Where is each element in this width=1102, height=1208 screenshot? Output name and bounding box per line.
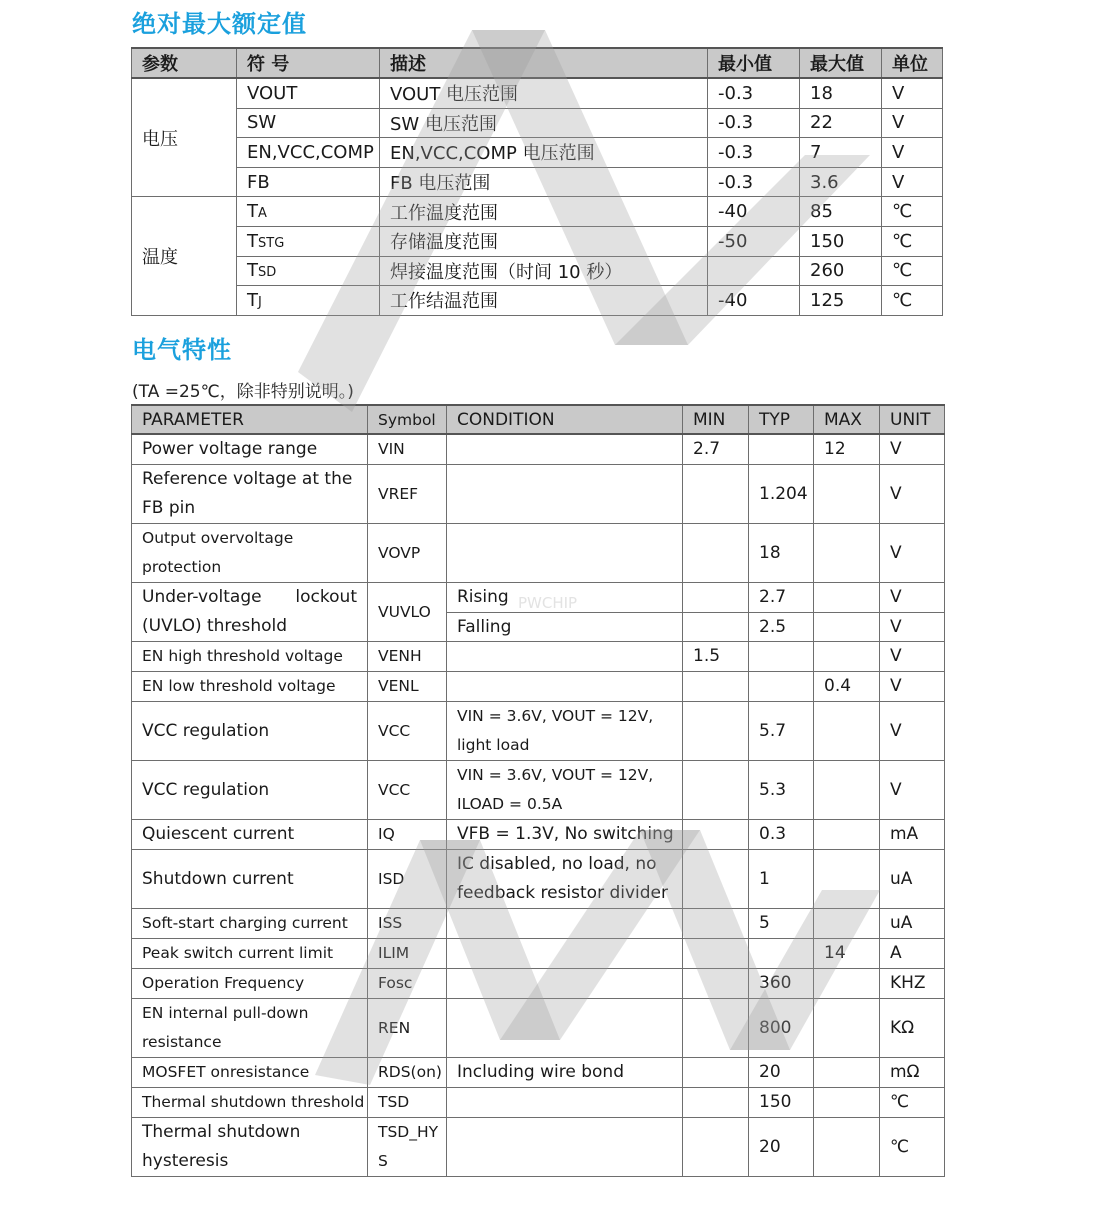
desc-cell: FB 电压范围: [380, 167, 708, 197]
min-cell: -0.3: [708, 138, 800, 168]
unit-cell: uA: [880, 908, 945, 938]
symbol-cell: TA: [237, 197, 380, 227]
table-row: [132, 523, 945, 582]
max-cell: 22: [800, 108, 882, 138]
min-cell: [683, 849, 749, 908]
unit-cell: ℃: [882, 226, 943, 256]
symbol-cell: VENL: [368, 671, 447, 701]
unit-cell: V: [880, 582, 945, 612]
min-cell: [708, 256, 800, 286]
min-cell: 2.7: [683, 434, 749, 464]
max-cell: [814, 1057, 880, 1087]
unit-cell: uA: [880, 849, 945, 908]
min-cell: [683, 671, 749, 701]
max-cell: [814, 819, 880, 849]
table-row: [132, 760, 945, 819]
unit-cell: V: [880, 523, 945, 582]
header-typ: TYP: [749, 405, 814, 434]
unit-cell: ℃: [882, 256, 943, 286]
min-cell: [683, 1117, 749, 1176]
min-cell: -0.3: [708, 78, 800, 108]
max-cell: [814, 760, 880, 819]
max-cell: [814, 582, 880, 612]
min-cell: [683, 1087, 749, 1117]
table-row: [132, 138, 943, 168]
header-max: 最大值: [800, 48, 882, 78]
typ-cell: 20: [749, 1057, 814, 1087]
condition-cell: [447, 1087, 683, 1117]
max-cell: [814, 1087, 880, 1117]
unit-cell: V: [882, 78, 943, 108]
condition-cell: [447, 464, 683, 523]
table-row: [132, 1057, 945, 1087]
unit-cell: V: [880, 760, 945, 819]
typ-cell: 1: [749, 849, 814, 908]
max-cell: [814, 523, 880, 582]
param-cell: VCC regulation: [132, 701, 368, 760]
typ-cell: 2.7: [749, 582, 814, 612]
max-cell: 3.6: [800, 167, 882, 197]
min-cell: 1.5: [683, 641, 749, 671]
group-label: 温度: [132, 197, 237, 315]
param-cell: Operation Frequency: [132, 968, 368, 998]
max-cell: [814, 908, 880, 938]
min-cell: [683, 819, 749, 849]
table-row: [132, 968, 945, 998]
unit-cell: ℃: [880, 1117, 945, 1176]
header-unit: 单位: [882, 48, 943, 78]
unit-cell: V: [882, 167, 943, 197]
symbol-cell: TSD: [368, 1087, 447, 1117]
symbol-cell: FB: [237, 167, 380, 197]
header-desc: 描述: [380, 48, 708, 78]
unit-cell: mΩ: [880, 1057, 945, 1087]
header-condition: CONDITION: [447, 405, 683, 434]
group-label: 电压: [132, 78, 237, 197]
table-row: [132, 671, 945, 701]
min-cell: [683, 760, 749, 819]
unit-cell: V: [880, 671, 945, 701]
max-cell: [814, 849, 880, 908]
table-row: [132, 464, 945, 523]
symbol-cell: TSD_HYS: [368, 1117, 447, 1176]
min-cell: [683, 908, 749, 938]
min-cell: [683, 938, 749, 968]
table-row: [132, 1117, 945, 1176]
typ-cell: [749, 434, 814, 464]
desc-cell: 工作温度范围: [380, 197, 708, 227]
max-cell: 14: [814, 938, 880, 968]
condition-cell: [447, 434, 683, 464]
param-cell: Thermal shutdown threshold: [132, 1087, 368, 1117]
header-min: MIN: [683, 405, 749, 434]
table-row: [132, 78, 943, 108]
param-cell: Power voltage range: [132, 434, 368, 464]
typ-cell: 360: [749, 968, 814, 998]
table-row: [132, 701, 945, 760]
header-param: 参数: [132, 48, 237, 78]
table-row: [132, 1087, 945, 1117]
typ-cell: 2.5: [749, 612, 814, 641]
unit-cell: KΩ: [880, 998, 945, 1057]
min-cell: [683, 582, 749, 612]
unit-cell: ℃: [882, 286, 943, 316]
symbol-cell: ISD: [368, 849, 447, 908]
table-row: [132, 197, 943, 227]
symbol-cell: ILIM: [368, 938, 447, 968]
typ-cell: [749, 641, 814, 671]
table-row: [132, 819, 945, 849]
min-cell: [683, 701, 749, 760]
symbol-cell: VREF: [368, 464, 447, 523]
symbol-cell: VOVP: [368, 523, 447, 582]
typ-cell: [749, 938, 814, 968]
param-cell: EN internal pull-down resistance: [132, 998, 368, 1057]
typ-cell: [749, 671, 814, 701]
unit-cell: A: [880, 938, 945, 968]
header-symbol: 符 号: [237, 48, 380, 78]
param-cell: Quiescent current: [132, 819, 368, 849]
min-cell: [683, 1057, 749, 1087]
param-cell: EN low threshold voltage: [132, 671, 368, 701]
header-symbol: Symbol: [368, 405, 447, 434]
param-cell: Shutdown current: [132, 849, 368, 908]
symbol-cell: TSTG: [237, 226, 380, 256]
typ-cell: 5.7: [749, 701, 814, 760]
header-max: MAX: [814, 405, 880, 434]
param-cell: Peak switch current limit: [132, 938, 368, 968]
max-cell: 125: [800, 286, 882, 316]
max-cell: [814, 641, 880, 671]
condition-cell: VIN = 3.6V, VOUT = 12V, light load: [447, 701, 683, 760]
symbol-cell: Fosc: [368, 968, 447, 998]
table-row: [132, 641, 945, 671]
symbol-cell: IQ: [368, 819, 447, 849]
min-cell: -0.3: [708, 167, 800, 197]
symbol-cell: VCC: [368, 760, 447, 819]
condition-cell: [447, 998, 683, 1057]
header-unit: UNIT: [880, 405, 945, 434]
param-cell: EN high threshold voltage: [132, 641, 368, 671]
table-row: [132, 108, 943, 138]
symbol-cell: TSD: [237, 256, 380, 286]
max-cell: [814, 998, 880, 1057]
max-cell: 150: [800, 226, 882, 256]
watermark-text: PWCHIP: [518, 594, 578, 612]
min-cell: [683, 998, 749, 1057]
max-cell: 7: [800, 138, 882, 168]
desc-cell: EN,VCC,COMP 电压范围: [380, 138, 708, 168]
max-cell: [814, 612, 880, 641]
condition-cell: Including wire bond: [447, 1057, 683, 1087]
max-cell: 0.4: [814, 671, 880, 701]
unit-cell: V: [880, 612, 945, 641]
condition-cell: VIN = 3.6V, VOUT = 12V, ILOAD = 0.5A: [447, 760, 683, 819]
symbol-cell: VUVLO: [368, 582, 447, 641]
min-cell: -50: [708, 226, 800, 256]
table-row: [132, 256, 943, 286]
symbol-cell: ISS: [368, 908, 447, 938]
desc-cell: SW 电压范围: [380, 108, 708, 138]
typ-cell: 18: [749, 523, 814, 582]
table-header-row: [132, 405, 945, 434]
max-cell: [814, 464, 880, 523]
typ-cell: 5: [749, 908, 814, 938]
typ-cell: 150: [749, 1087, 814, 1117]
header-min: 最小值: [708, 48, 800, 78]
unit-cell: KHZ: [880, 968, 945, 998]
max-cell: [814, 701, 880, 760]
unit-cell: ℃: [880, 1087, 945, 1117]
min-cell: [683, 968, 749, 998]
condition-cell: [447, 523, 683, 582]
param-cell: Reference voltage at the FB pin: [132, 464, 368, 523]
condition-cell: [447, 908, 683, 938]
symbol-cell: VIN: [368, 434, 447, 464]
typ-cell: 800: [749, 998, 814, 1057]
absolute-max-table: [131, 47, 943, 316]
symbol-cell: EN,VCC,COMP: [237, 138, 380, 168]
condition-cell: [447, 671, 683, 701]
condition-cell: [447, 1117, 683, 1176]
header-param: PARAMETER: [132, 405, 368, 434]
symbol-cell: VENH: [368, 641, 447, 671]
unit-cell: V: [882, 108, 943, 138]
unit-cell: V: [880, 641, 945, 671]
typ-cell: 1.204: [749, 464, 814, 523]
symbol-cell: VOUT: [237, 78, 380, 108]
symbol-cell: TJ: [237, 286, 380, 316]
typ-cell: 20: [749, 1117, 814, 1176]
unit-cell: V: [882, 138, 943, 168]
param-cell: Under-voltage lockout (UVLO) threshold: [132, 582, 368, 641]
typ-cell: 5.3: [749, 760, 814, 819]
max-cell: 260: [800, 256, 882, 286]
unit-cell: V: [880, 464, 945, 523]
param-cell: VCC regulation: [132, 760, 368, 819]
symbol-cell: REN: [368, 998, 447, 1057]
param-cell: MOSFET onresistance: [132, 1057, 368, 1087]
table-row: [132, 849, 945, 908]
table-row: [132, 286, 943, 316]
condition-cell: [447, 641, 683, 671]
max-cell: 85: [800, 197, 882, 227]
max-cell: [814, 968, 880, 998]
unit-cell: V: [880, 434, 945, 464]
desc-cell: 存储温度范围: [380, 226, 708, 256]
condition-cell: Rising: [447, 582, 683, 612]
desc-cell: 工作结温范围: [380, 286, 708, 316]
unit-cell: mA: [880, 819, 945, 849]
condition-cell: IC disabled, no load, no feedback resistor divider: [447, 849, 683, 908]
section-title-electrical: 电气特性: [132, 336, 232, 364]
min-cell: -0.3: [708, 108, 800, 138]
unit-cell: V: [880, 701, 945, 760]
section-title-absolute-max: 绝对最大额定值: [132, 10, 307, 38]
symbol-cell: SW: [237, 108, 380, 138]
param-cell: Soft-start charging current: [132, 908, 368, 938]
table-row: [132, 167, 943, 197]
min-cell: [683, 612, 749, 641]
max-cell: 18: [800, 78, 882, 108]
condition-cell: [447, 938, 683, 968]
table-row: [132, 908, 945, 938]
table-header-row: [132, 48, 943, 78]
condition-cell: [447, 968, 683, 998]
min-cell: [683, 523, 749, 582]
table-row: [132, 938, 945, 968]
electrical-characteristics-table: [131, 404, 945, 1177]
desc-cell: VOUT 电压范围: [380, 78, 708, 108]
table-row: [132, 434, 945, 464]
table-row: [132, 226, 943, 256]
symbol-cell: VCC: [368, 701, 447, 760]
param-cell: Thermal shutdown hysteresis: [132, 1117, 368, 1176]
unit-cell: ℃: [882, 197, 943, 227]
max-cell: [814, 1117, 880, 1176]
symbol-cell: RDS(on): [368, 1057, 447, 1087]
table-row: [132, 998, 945, 1057]
min-cell: -40: [708, 197, 800, 227]
min-cell: [683, 464, 749, 523]
max-cell: 12: [814, 434, 880, 464]
conditions-note: (TA =25℃，除非特别说明。): [132, 382, 354, 402]
typ-cell: 0.3: [749, 819, 814, 849]
min-cell: -40: [708, 286, 800, 316]
param-cell: Output overvoltage protection: [132, 523, 368, 582]
condition-cell: Falling: [447, 612, 683, 641]
desc-cell: 焊接温度范围（时间 10 秒）: [380, 256, 708, 286]
condition-cell: VFB = 1.3V, No switching: [447, 819, 683, 849]
